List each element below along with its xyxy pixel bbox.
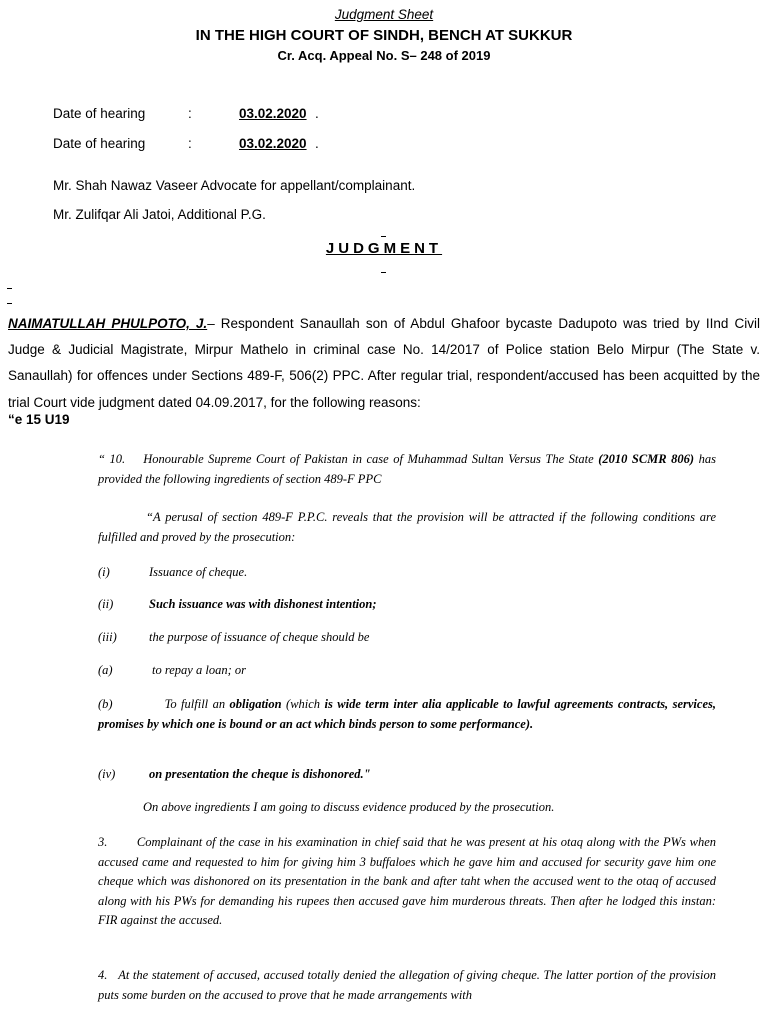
hearing-suffix: . bbox=[315, 106, 319, 121]
item-number: (b) bbox=[98, 697, 113, 711]
opening-paragraph bbox=[8, 311, 760, 416]
hearing-label: Date of hearing bbox=[53, 106, 146, 121]
margin-mark bbox=[7, 303, 12, 304]
item-number: (ii) bbox=[98, 597, 114, 611]
case-number: Cr. Acq. Appeal No. S– 248 of 2019 bbox=[277, 48, 491, 63]
ingredient-item-b bbox=[98, 695, 716, 734]
heading-mark bbox=[381, 272, 386, 273]
heading-mark bbox=[381, 236, 386, 237]
judgment-heading: JUDGMENT bbox=[325, 240, 443, 257]
hearing-date: 03.02.2020 bbox=[239, 106, 307, 121]
item-number: (iii) bbox=[98, 630, 117, 644]
hearing-suffix: . bbox=[315, 136, 319, 151]
hearing-colon: : bbox=[188, 106, 192, 121]
sheet-label: Judgment Sheet bbox=[334, 7, 434, 22]
item-text: To fulfill an bbox=[164, 697, 230, 711]
item-text: (which bbox=[281, 697, 325, 711]
quoted-para-10 bbox=[98, 450, 716, 489]
item-text: the purpose of issuance of cheque should be bbox=[149, 630, 370, 644]
item-text: to repay a loan; or bbox=[152, 663, 246, 677]
item-text-emphasis: obligation bbox=[229, 697, 282, 711]
item-number: (iv) bbox=[98, 767, 116, 781]
citation: (2010 SCMR 806) bbox=[598, 452, 695, 466]
counsel-state: Mr. Zulifqar Ali Jatoi, Additional P.G. bbox=[53, 207, 266, 222]
hearing-label: Date of hearing bbox=[53, 136, 146, 151]
item-text: Such issuance was with dishonest intention; bbox=[149, 597, 377, 611]
item-text-emphasis: is wide term inter alia applicable to lawful agreements contracts, services, promises by which one is bound or an act which binds person to some performance). bbox=[98, 697, 716, 731]
item-text: on presentation the cheque is dishonored." bbox=[149, 767, 371, 781]
para10-text-end: has provided the following ingredients of section 489-F PPC bbox=[98, 452, 716, 486]
counsel-appellant: Mr. Shah Nawaz Vaseer Advocate for appellant/complainant. bbox=[53, 178, 416, 193]
item-number: (a) bbox=[98, 663, 113, 677]
court-title: IN THE HIGH COURT OF SINDH, BENCH AT SUKKUR bbox=[195, 27, 573, 44]
perusal-paragraph: “A perusal of section 489-F P.P.C. reveals that the provision will be attracted if the following conditions are fulfilled and proved by the prosecution: bbox=[98, 510, 716, 544]
item-number: (i) bbox=[98, 565, 110, 579]
hearing-date: 03.02.2020 bbox=[239, 136, 307, 151]
paragraph-3: 3. Complainant of the case in his examination in chief said that he was present at his otaq along with the PWs when accused came and requested to him for giving him 3 buffaloes which he gave him and accused for security gave him one cheque which was dishonored on its presentation in the bank and after taht when the accused went to the otaq of accused along with his PWs for demanding his rupees then accused gave him murderous threats. Then after he lodged this instan: FIR against the accused. bbox=[98, 835, 716, 927]
item-text: Issuance of cheque. bbox=[149, 565, 248, 579]
margin-mark bbox=[7, 288, 12, 289]
hearing-colon: : bbox=[188, 136, 192, 151]
paragraph-4: 4. At the statement of accused, accused totally denied the allegation of giving cheque. The latter portion of the provision puts some burden on the accused to prove that he made arrangements with bbox=[98, 968, 716, 1002]
stray-mark: “e 15 U19 bbox=[8, 412, 70, 427]
ingredients-paragraph: On above ingredients I am going to discuss evidence produced by the prosecution. bbox=[143, 800, 555, 814]
judge-name: NAIMATULLAH PHULPOTO, J. bbox=[8, 316, 208, 331]
opening-text: – Respondent Sanaullah son of Abdul Ghafoor bycaste Dadupoto was tried by IInd Civil Judge & Judicial Magistrate, Mirpur Mathelo in criminal case No. 14/2017 of Police station Belo Mirpur (The State v. Sanaullah) for offences under Sections 489-F, 506(2) PPC. After regular trial, respondent/accused has been acquitted by the trial Court vide judgment dated 04.09.2017, for the following reasons: bbox=[8, 316, 760, 410]
para10-text: “ 10. Honourable Supreme Court of Pakistan in case of Muhammad Sultan Versus The State bbox=[98, 452, 599, 466]
